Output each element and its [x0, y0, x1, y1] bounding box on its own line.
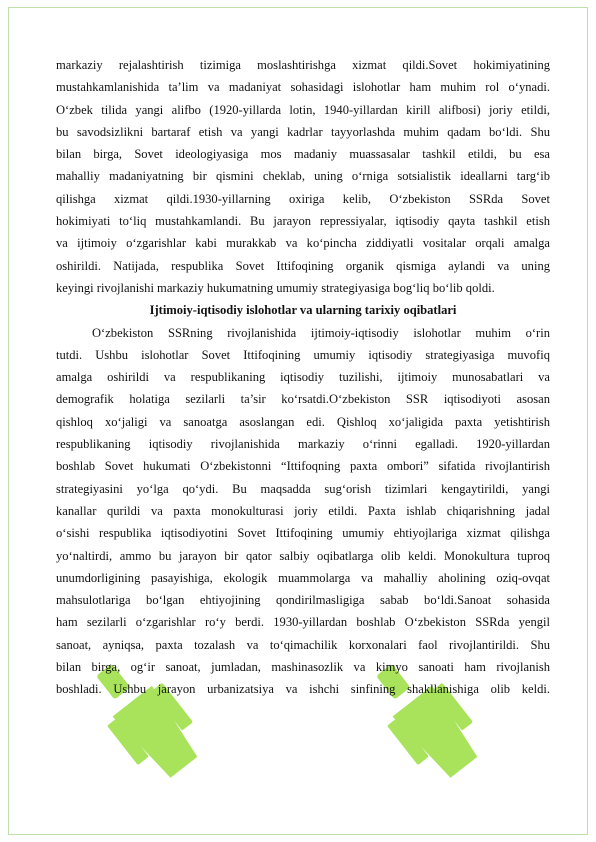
text-line: va ijtimoiy o‘zgarishlar kabi murakkab va ko‘pincha ziddiyatli vositalar orqali amalga: [56, 236, 550, 251]
text-line: bilan birga, Sovet ideologiyasiga mos madaniy muassasalar tashkil etildi, bu esa: [56, 147, 550, 162]
text-line: ham sezilarli o‘zgarishlar ro‘y berdi. 1930-yillardan boshlab O‘zbekiston SSRda yengil: [56, 615, 550, 630]
text-line: qilishga xizmat qildi.1930-yillarning oxiriga kelib, O‘zbekiston SSRda Sovet: [56, 191, 550, 206]
text-line: o‘sishi respublika iqtisodiyotini Sovet Ittifoqining umumiy ehtiyojlariga xizmat qilishga: [56, 526, 550, 541]
document-body: [56, 54, 550, 701]
text-line: oshirildi. Natijada, respublika Sovet Ittifoqining organik qismiga aylandi va uning: [56, 258, 550, 273]
text-line: unumdorligining pasayishiga, ekologik muammolarga va mahalliy aholining oziq-ovqat: [56, 570, 550, 585]
text-line: sanoat, ayniqsa, paxta tozalash va to‘qimachilik korxonalari faol rivojlantirildi. Shu: [56, 637, 550, 652]
text-line: O‘zbekiston SSRning rivojlanishida ijtimoiy-iqtisodiy islohotlar muhim o‘rin: [92, 325, 550, 340]
text-line: hokimiyati to‘liq mustahkamlandi. Bu jarayon repressiyalar, iqtisodiy qayta tashkil etish: [56, 214, 550, 229]
text-line: keyingi rivojlanishi markaziy hukumatning umumiy strategiyasiga bog‘liq bo‘lib qoldi.: [56, 280, 495, 295]
paragraph-1: [56, 54, 550, 299]
text-line: boshlab Sovet hukumati O‘zbekistonni “Ittifoqning paxta ombori” sifatida rivojlantirish: [56, 459, 550, 474]
text-line: mahalliy madaniyatning bir qismini cheklab, uning o‘rniga sotsialistik ideallarni targ‘ib: [56, 169, 550, 184]
text-line: qishloq xo‘jaligi va sanoatga asoslangan edi. Qishloq xo‘jaligida paxta yetishtirish: [56, 414, 550, 429]
text-line: demografik holatiga sezilarli ta’sir ko‘rsatdi.O‘zbekiston SSR iqtisodiyoti asosan: [56, 392, 550, 407]
text-line: markaziy rejalashtirish tizimiga moslashtirishga xizmat qildi.Sovet hokimiyatining: [56, 58, 550, 72]
text-line: tutdi. Ushbu islohotlar Sovet Ittifoqining umumiy iqtisodiy strategiyasiga muvofiq: [56, 347, 550, 362]
section-heading: Ijtimoiy-iqtisodiy islohotlar va ularning tarixiy oqibatlari: [149, 303, 457, 318]
text-line: yo‘naltirdi, ammo bu jarayon bir qator salbiy oqibatlarga olib keldi. Monokultura tuproq: [56, 548, 550, 563]
text-line: mustahkamlanishida ta’lim va madaniyat sohasidagi islohotlar ham muhim rol o‘ynadi.: [56, 80, 550, 95]
text-line: O‘zbek tilida yangi alifbo (1920-yillarda lotin, 1940-yillardan kirill alifbosi) joriy etildi,: [56, 102, 550, 117]
text-line: bu savodsizlikni bartaraf etish va yangi kadrlar tayyorlashda muhim qadam bo‘ldi. Shu: [56, 124, 550, 139]
paragraph-2: [56, 322, 550, 701]
text-line: strategiyasini yo‘lga qo‘ydi. Bu maqsadda sug‘orish tizimlari kengaytirildi, yangi: [56, 481, 550, 496]
text-line: bilan birga, og‘ir sanoat, jumladan, mashinasozlik va kimyo sanoati ham rivojlanish: [56, 660, 550, 675]
text-line: kanallar qurildi va paxta monokulturasi joriy etildi. Paxta ishlab chiqarishning jadal: [56, 503, 550, 518]
text-line: boshladi. Ushbu jarayon urbanizatsiya va ishchi sinfining shakllanishiga olib keldi.: [56, 682, 550, 697]
text-line: respublikaning iqtisodiy rivojlanishida markaziy o‘rinni egalladi. 1920-yillardan: [56, 437, 550, 452]
text-line: amalga oshirildi va respublikaning iqtisodiy tuzilishi, ijtimoiy munosabatlari va: [56, 370, 550, 385]
text-line: mahsulotlariga bo‘lgan ehtiyojining qondirilmasligiga sabab bo‘ldi.Sanoat sohasida: [56, 593, 550, 608]
